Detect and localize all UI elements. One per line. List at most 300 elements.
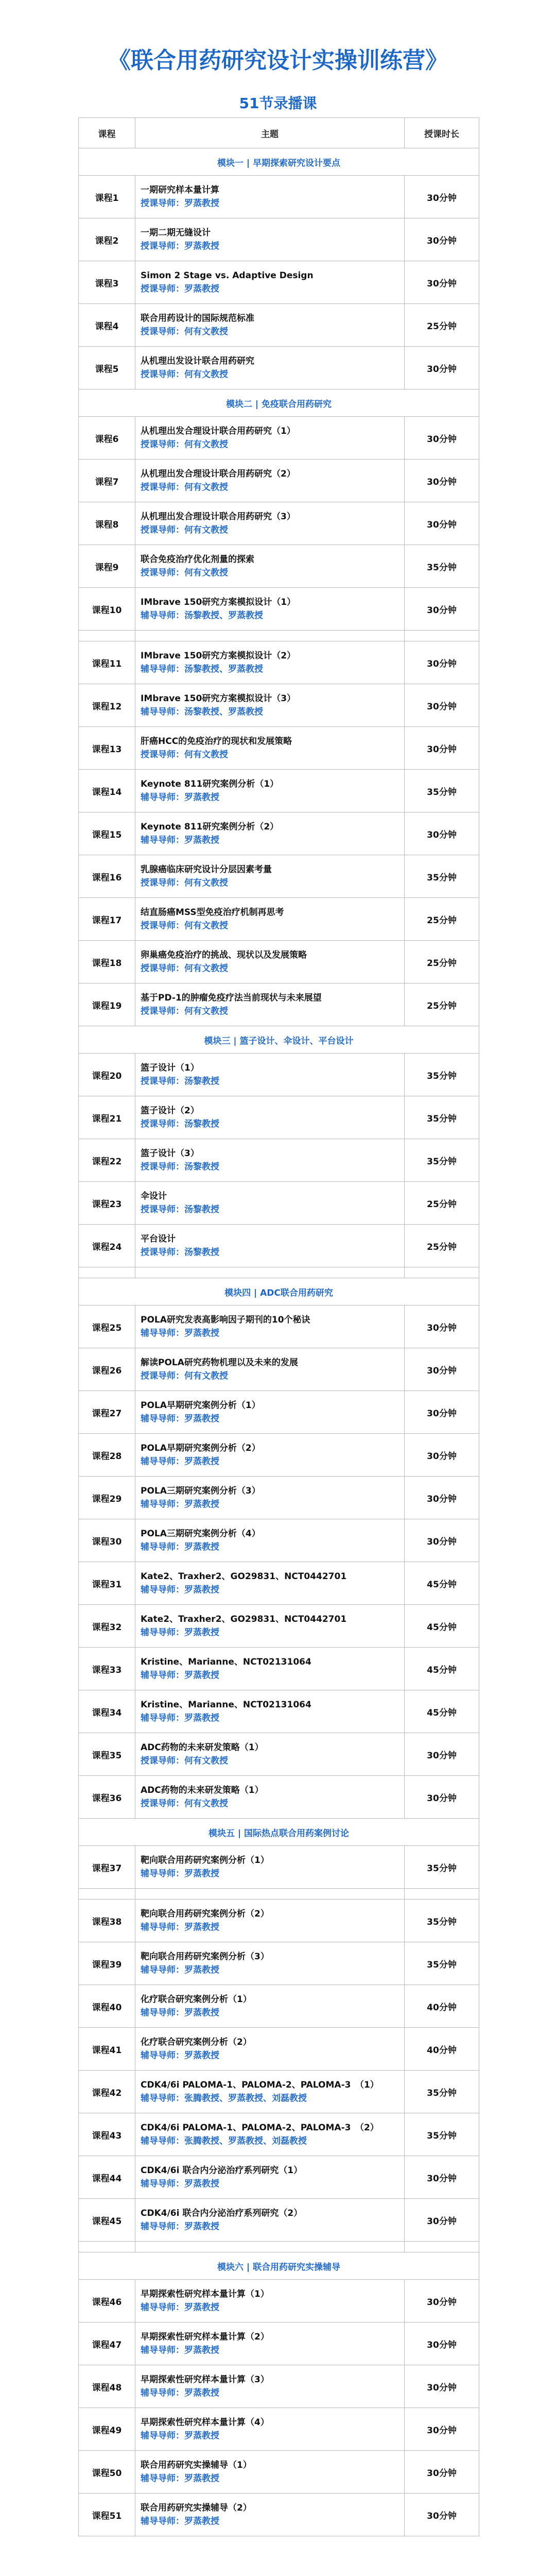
course-topic-cell — [135, 1306, 405, 1348]
course-duration: 30分钟 — [405, 1391, 479, 1434]
course-topic: 早期探索性研究样本量计算（4） — [141, 2417, 269, 2428]
course-teacher: 授课导师：汤黎教授 — [141, 1119, 219, 1129]
course-teacher: 授课导师：何有文教授 — [141, 1799, 228, 1809]
course-teacher: 辅导导师：罗蒸教授 — [141, 1542, 219, 1552]
course-topic: Keynote 811研究案例分析（1） — [141, 779, 279, 789]
course-duration: 25分钟 — [405, 898, 479, 941]
table-spacer — [79, 1889, 479, 1900]
course-duration: 30分钟 — [405, 460, 479, 502]
course-topic: 肝癌HCC的免疫治疗的现状和发展策略 — [141, 736, 292, 747]
course-duration: 30分钟 — [405, 2199, 479, 2242]
course-duration: 30分钟 — [405, 2365, 479, 2408]
course-topic-cell — [135, 1096, 405, 1139]
course-teacher: 授课导师：何有文教授 — [141, 963, 228, 974]
course-number: 课程37 — [79, 1846, 135, 1889]
table-row — [79, 218, 479, 261]
course-topic-cell — [135, 2408, 405, 2451]
course-topic: CDK4/6i 联合内分泌治疗系列研究（1） — [141, 2165, 303, 2176]
course-topic: 一期二期无缝设计 — [141, 228, 211, 238]
table-row — [79, 417, 479, 460]
module-header-row — [79, 389, 479, 417]
table-row — [79, 1054, 479, 1096]
table-row — [79, 502, 479, 545]
module-title: 模块四 | ADC联合用药研究 — [79, 1278, 479, 1306]
course-topic-cell — [135, 727, 405, 770]
course-number: 课程18 — [79, 941, 135, 984]
course-teacher: 辅导导师：罗蒸教授 — [141, 1328, 219, 1338]
course-teacher: 授课导师：汤黎教授 — [141, 1162, 219, 1172]
course-number: 课程22 — [79, 1139, 135, 1182]
course-teacher: 授课导师：汤黎教授 — [141, 1247, 219, 1258]
course-number: 课程42 — [79, 2071, 135, 2113]
course-topic-cell — [135, 2451, 405, 2494]
course-teacher: 辅导导师：罗蒸教授 — [141, 1456, 219, 1467]
course-teacher: 辅导导师：罗蒸教授 — [141, 2345, 219, 2355]
module-title: 模块二 | 免疫联合用药研究 — [79, 389, 479, 417]
table-row — [79, 1225, 479, 1267]
course-topic: ADC药物的未来研发策略（1） — [141, 1785, 264, 1795]
course-teacher: 辅导导师：罗蒸教授 — [141, 1922, 219, 1933]
course-number: 课程8 — [79, 502, 135, 545]
course-teacher: 授课导师：罗蒸教授 — [141, 241, 219, 251]
module-header-row — [79, 2252, 479, 2280]
course-duration: 30分钟 — [405, 502, 479, 545]
course-duration: 30分钟 — [405, 347, 479, 389]
course-duration: 30分钟 — [405, 2451, 479, 2494]
course-duration: 30分钟 — [405, 1477, 479, 1519]
course-number: 课程30 — [79, 1519, 135, 1562]
course-number: 课程3 — [79, 261, 135, 304]
table-row — [79, 1562, 479, 1605]
course-number: 课程44 — [79, 2156, 135, 2199]
course-teacher: 辅导导师：罗蒸教授 — [141, 2050, 219, 2061]
course-teacher: 辅导导师：罗蒸教授 — [141, 2179, 219, 2189]
course-teacher: 辅导导师：罗蒸教授 — [141, 1713, 219, 1723]
table-row — [79, 1648, 479, 1690]
table-spacer — [79, 631, 479, 641]
course-teacher: 授课导师：何有文教授 — [141, 1756, 228, 1766]
course-topic: Kate2、Traxher2、GO29831、NCT0442701 — [141, 1571, 347, 1582]
course-duration: 25分钟 — [405, 984, 479, 1026]
course-teacher: 授课导师：何有文教授 — [141, 568, 228, 578]
course-number: 课程5 — [79, 347, 135, 389]
course-topic-cell — [135, 1605, 405, 1648]
course-duration: 30分钟 — [405, 218, 479, 261]
course-topic: 联合用药设计的国际规范标准 — [141, 313, 254, 324]
course-topic: POLA早期研究案例分析（1） — [141, 1400, 260, 1411]
module-title: 模块五 | 国际热点联合用药案例讨论 — [79, 1819, 479, 1846]
course-number: 课程50 — [79, 2451, 135, 2494]
course-duration: 25分钟 — [405, 1225, 479, 1267]
table-row — [79, 2199, 479, 2242]
table-row — [79, 2280, 479, 2323]
course-teacher: 辅导导师：罗蒸教授 — [141, 2516, 219, 2527]
course-number: 课程32 — [79, 1605, 135, 1648]
course-number: 课程17 — [79, 898, 135, 941]
course-teacher: 辅导导师：罗蒸教授 — [141, 2302, 219, 2313]
course-topic-cell — [135, 1846, 405, 1889]
table-row — [79, 641, 479, 684]
course-topic: 靶向联合用药研究案例分析（3） — [141, 1952, 269, 1962]
course-topic-cell — [135, 347, 405, 389]
course-number: 课程11 — [79, 641, 135, 684]
course-teacher: 辅导导师：罗蒸教授 — [141, 1585, 219, 1595]
course-number: 课程1 — [79, 176, 135, 218]
course-duration: 30分钟 — [405, 417, 479, 460]
course-teacher: 辅导导师：罗蒸教授 — [141, 2431, 219, 2441]
course-topic: ADC药物的未来研发策略（1） — [141, 1742, 264, 1753]
course-teacher: 辅导导师：罗蒸教授 — [141, 1670, 219, 1681]
course-teacher: 授课导师：何有文教授 — [141, 921, 228, 931]
table-row — [79, 1182, 479, 1225]
course-teacher: 辅导导师：张腾教授、罗蒸教授、刘磊教授 — [141, 2093, 307, 2104]
course-teacher: 授课导师：何有文教授 — [141, 1006, 228, 1016]
course-number: 课程31 — [79, 1562, 135, 1605]
course-teacher: 辅导导师：罗蒸教授 — [141, 2388, 219, 2398]
course-teacher: 辅导导师：罗蒸教授 — [141, 835, 219, 845]
course-teacher: 辅导导师：罗蒸教授 — [141, 2473, 219, 2484]
course-duration: 25分钟 — [405, 304, 479, 347]
course-duration: 30分钟 — [405, 2156, 479, 2199]
course-topic-cell — [135, 460, 405, 502]
course-teacher: 辅导导师：罗蒸教授 — [141, 1628, 219, 1638]
table-row — [79, 1846, 479, 1889]
course-teacher: 辅导导师：罗蒸教授 — [141, 1869, 219, 1879]
course-topic: 早期探索性研究样本量计算（2） — [141, 2332, 269, 2342]
course-topic-cell — [135, 588, 405, 631]
course-topic: POLA三期研究案例分析（4） — [141, 1529, 260, 1539]
table-row — [79, 1096, 479, 1139]
course-teacher: 辅导导师：汤黎教授、罗蒸教授 — [141, 664, 263, 674]
course-duration: 30分钟 — [405, 176, 479, 218]
table-row — [79, 2451, 479, 2494]
course-topic: IMbrave 150研究方案模拟设计（1） — [141, 597, 296, 607]
course-duration: 30分钟 — [405, 812, 479, 855]
course-teacher: 辅导导师：罗蒸教授 — [141, 1965, 219, 1975]
course-topic: IMbrave 150研究方案模拟设计（3） — [141, 693, 296, 704]
module-header-row — [79, 1819, 479, 1846]
course-number: 课程43 — [79, 2113, 135, 2156]
page-title: 《联合用药研究设计实操训练营》 — [108, 47, 448, 74]
course-duration: 35分钟 — [405, 1054, 479, 1096]
course-duration: 30分钟 — [405, 641, 479, 684]
course-teacher: 授课导师：何有文教授 — [141, 1371, 228, 1381]
course-number: 课程7 — [79, 460, 135, 502]
course-topic-cell — [135, 176, 405, 218]
table-row — [79, 2323, 479, 2365]
table-row — [79, 1139, 479, 1182]
course-topic: 化疗联合研究案例分析（1） — [141, 1994, 252, 2005]
table-spacer — [79, 2242, 479, 2252]
table-row — [79, 2071, 479, 2113]
table-row — [79, 460, 479, 502]
module-title: 模块三 | 篮子设计、伞设计、平台设计 — [79, 1026, 479, 1054]
course-duration: 35分钟 — [405, 545, 479, 588]
table-row — [79, 304, 479, 347]
header-duration: 授课时长 — [405, 118, 479, 148]
table-row — [79, 1348, 479, 1391]
course-topic-cell — [135, 304, 405, 347]
course-duration: 40分钟 — [405, 2028, 479, 2071]
course-topic: 卵巢癌免疫治疗的挑战、现状以及发展策略 — [141, 950, 307, 960]
course-topic: 篮子设计（1） — [141, 1063, 199, 1073]
table-row — [79, 812, 479, 855]
course-topic-cell — [135, 2028, 405, 2071]
table-row — [79, 545, 479, 588]
course-topic: 一期研究样本量计算 — [141, 185, 219, 195]
table-row — [79, 1306, 479, 1348]
course-duration: 35分钟 — [405, 1846, 479, 1889]
table-row — [79, 1391, 479, 1434]
table-row — [79, 898, 479, 941]
course-topic-cell — [135, 855, 405, 898]
course-duration: 30分钟 — [405, 2494, 479, 2536]
course-duration: 25分钟 — [405, 941, 479, 984]
course-duration: 45分钟 — [405, 1562, 479, 1605]
course-topic: 基于PD-1的肿瘤免疫疗法当前现状与未来展望 — [141, 993, 322, 1003]
table-body — [79, 148, 479, 2536]
course-teacher: 辅导导师：罗蒸教授 — [141, 792, 219, 803]
header-course: 课程 — [79, 118, 135, 148]
course-topic-cell — [135, 770, 405, 812]
course-duration: 40分钟 — [405, 1985, 479, 2028]
course-topic-cell — [135, 2494, 405, 2536]
table-row — [79, 1477, 479, 1519]
course-teacher: 辅导导师：罗蒸教授 — [141, 2222, 219, 2232]
table-row — [79, 684, 479, 727]
course-teacher: 辅导导师：罗蒸教授 — [141, 2008, 219, 2018]
course-number: 课程27 — [79, 1391, 135, 1434]
course-topic-cell — [135, 2199, 405, 2242]
course-number: 课程36 — [79, 1776, 135, 1819]
course-teacher: 辅导导师：汤黎教授、罗蒸教授 — [141, 707, 263, 717]
course-topic-cell — [135, 1562, 405, 1605]
course-topic-cell — [135, 941, 405, 984]
course-duration: 45分钟 — [405, 1690, 479, 1733]
course-topic: Simon 2 Stage vs. Adaptive Design — [141, 270, 314, 281]
course-duration: 45分钟 — [405, 1605, 479, 1648]
course-teacher: 授课导师：罗蒸教授 — [141, 284, 219, 294]
course-number: 课程19 — [79, 984, 135, 1026]
course-duration: 30分钟 — [405, 1306, 479, 1348]
course-topic: 化疗联合研究案例分析（2） — [141, 2037, 252, 2047]
course-topic: 联合用药研究实操辅导（1） — [141, 2460, 252, 2470]
course-topic-cell — [135, 812, 405, 855]
table-row — [79, 2113, 479, 2156]
table-row — [79, 1733, 479, 1776]
table-row — [79, 1690, 479, 1733]
course-topic: 从机理出发合理设计联合用药研究（3） — [141, 512, 296, 522]
course-topic: 从机理出发设计联合用药研究 — [141, 356, 254, 366]
course-number: 课程12 — [79, 684, 135, 727]
course-teacher: 辅导导师：罗蒸教授 — [141, 1499, 219, 1510]
course-duration: 35分钟 — [405, 2071, 479, 2113]
table-row — [79, 855, 479, 898]
table-row — [79, 347, 479, 389]
course-topic: Kate2、Traxher2、GO29831、NCT0442701 — [141, 1614, 347, 1624]
course-topic: 早期探索性研究样本量计算（1） — [141, 2289, 269, 2299]
course-topic: 解读POLA研究药物机理以及未来的发展 — [141, 1358, 298, 1368]
course-number: 课程15 — [79, 812, 135, 855]
course-number: 课程40 — [79, 1985, 135, 2028]
course-duration: 30分钟 — [405, 684, 479, 727]
course-topic-cell — [135, 1900, 405, 1942]
module-header-row — [79, 1026, 479, 1054]
course-number: 课程23 — [79, 1182, 135, 1225]
course-duration: 45分钟 — [405, 1648, 479, 1690]
course-teacher: 授课导师：何有文教授 — [141, 327, 228, 337]
course-teacher: 授课导师：何有文教授 — [141, 439, 228, 450]
course-topic-cell — [135, 502, 405, 545]
course-topic: CDK4/6i PALOMA-1、PALOMA-2、PALOMA-3 （1） — [141, 2080, 379, 2090]
course-number: 课程33 — [79, 1648, 135, 1690]
course-number: 课程35 — [79, 1733, 135, 1776]
table-row — [79, 1900, 479, 1942]
course-duration: 30分钟 — [405, 261, 479, 304]
course-number: 课程9 — [79, 545, 135, 588]
header-topic: 主题 — [135, 118, 405, 148]
course-number: 课程48 — [79, 2365, 135, 2408]
course-number: 课程24 — [79, 1225, 135, 1267]
course-topic-cell — [135, 1348, 405, 1391]
course-topic: 乳腺癌临床研究设计分层因素考量 — [141, 865, 272, 875]
course-topic-cell — [135, 2365, 405, 2408]
course-number: 课程29 — [79, 1477, 135, 1519]
course-topic-cell — [135, 984, 405, 1026]
course-teacher: 授课导师：汤黎教授 — [141, 1205, 219, 1215]
table-row — [79, 261, 479, 304]
course-topic-cell — [135, 1519, 405, 1562]
module-title: 模块一 | 早期探索研究设计要点 — [79, 148, 479, 176]
table-row — [79, 1942, 479, 1985]
course-topic: 从机理出发合理设计联合用药研究（2） — [141, 469, 296, 479]
course-topic: 结直肠癌MSS型免疫治疗机制再思考 — [141, 907, 284, 918]
table-row — [79, 1985, 479, 2028]
course-duration: 30分钟 — [405, 1348, 479, 1391]
course-number: 课程21 — [79, 1096, 135, 1139]
course-topic: POLA研究发表高影响因子期刊的10个秘诀 — [141, 1315, 310, 1325]
table-header-row — [79, 118, 479, 148]
course-topic-cell — [135, 2113, 405, 2156]
course-topic-cell — [135, 417, 405, 460]
course-topic-cell — [135, 1139, 405, 1182]
course-topic-cell — [135, 1182, 405, 1225]
course-duration: 35分钟 — [405, 770, 479, 812]
course-topic: 联合用药研究实操辅导（2） — [141, 2503, 252, 2513]
course-number: 课程39 — [79, 1942, 135, 1985]
course-number: 课程47 — [79, 2323, 135, 2365]
course-duration: 35分钟 — [405, 1900, 479, 1942]
course-number: 课程49 — [79, 2408, 135, 2451]
course-topic: 篮子设计（3） — [141, 1148, 199, 1159]
course-topic-cell — [135, 1942, 405, 1985]
course-topic-cell — [135, 2071, 405, 2113]
course-topic-cell — [135, 1985, 405, 2028]
table-row — [79, 941, 479, 984]
course-teacher: 辅导导师：罗蒸教授 — [141, 1414, 219, 1424]
module-header-row — [79, 148, 479, 176]
table-spacer — [79, 1267, 479, 1278]
table-row — [79, 2494, 479, 2536]
course-topic: Kristine、Marianne、NCT02131064 — [141, 1700, 311, 1710]
table-row — [79, 1605, 479, 1648]
course-topic: 篮子设计（2） — [141, 1106, 199, 1116]
course-number: 课程41 — [79, 2028, 135, 2071]
course-duration: 30分钟 — [405, 2408, 479, 2451]
course-duration: 30分钟 — [405, 727, 479, 770]
table-row — [79, 1434, 479, 1477]
table-row — [79, 2365, 479, 2408]
course-topic-cell — [135, 2156, 405, 2199]
table-row — [79, 770, 479, 812]
course-topic: IMbrave 150研究方案模拟设计（2） — [141, 651, 296, 661]
course-number: 课程25 — [79, 1306, 135, 1348]
course-topic: CDK4/6i PALOMA-1、PALOMA-2、PALOMA-3 （2） — [141, 2123, 379, 2133]
course-topic-cell — [135, 218, 405, 261]
course-number: 课程2 — [79, 218, 135, 261]
course-duration: 35分钟 — [405, 855, 479, 898]
course-duration: 35分钟 — [405, 2113, 479, 2156]
course-duration: 30分钟 — [405, 588, 479, 631]
course-topic: 从机理出发合理设计联合用药研究（1） — [141, 426, 296, 436]
course-topic-cell — [135, 898, 405, 941]
course-topic-cell — [135, 1648, 405, 1690]
course-number: 课程4 — [79, 304, 135, 347]
table-row — [79, 1776, 479, 1819]
course-topic-cell — [135, 2280, 405, 2323]
course-number: 课程6 — [79, 417, 135, 460]
course-topic-cell — [135, 1054, 405, 1096]
table-row — [79, 727, 479, 770]
course-duration: 35分钟 — [405, 1942, 479, 1985]
course-topic: 伞设计 — [141, 1191, 167, 1201]
course-topic: CDK4/6i 联合内分泌治疗系列研究（2） — [141, 2208, 303, 2218]
course-topic: 联合免疫治疗优化剂量的探索 — [141, 554, 254, 565]
course-teacher: 辅导导师：汤黎教授、罗蒸教授 — [141, 611, 263, 621]
module-header-row — [79, 1278, 479, 1306]
course-number: 课程14 — [79, 770, 135, 812]
page-subtitle: 51节录播课 — [239, 95, 317, 112]
course-topic: 早期探索性研究样本量计算（3） — [141, 2375, 269, 2385]
course-topic-cell — [135, 1776, 405, 1819]
course-topic: 平台设计 — [141, 1234, 176, 1244]
course-teacher: 授课导师：汤黎教授 — [141, 1076, 219, 1087]
course-topic-cell — [135, 545, 405, 588]
course-duration: 30分钟 — [405, 1733, 479, 1776]
course-duration: 30分钟 — [405, 1776, 479, 1819]
course-number: 课程20 — [79, 1054, 135, 1096]
course-topic: POLA早期研究案例分析（2） — [141, 1443, 260, 1453]
course-number: 课程45 — [79, 2199, 135, 2242]
course-teacher: 授课导师：何有文教授 — [141, 525, 228, 535]
course-duration: 30分钟 — [405, 1434, 479, 1477]
course-teacher: 授课导师：罗蒸教授 — [141, 198, 219, 209]
course-duration: 30分钟 — [405, 2280, 479, 2323]
course-topic-cell — [135, 1477, 405, 1519]
course-topic: Kristine、Marianne、NCT02131064 — [141, 1657, 311, 1667]
course-topic: POLA三期研究案例分析（3） — [141, 1486, 260, 1496]
course-duration: 25分钟 — [405, 1182, 479, 1225]
course-number: 课程51 — [79, 2494, 135, 2536]
course-number: 课程28 — [79, 1434, 135, 1477]
course-topic-cell — [135, 641, 405, 684]
course-topic-cell — [135, 261, 405, 304]
course-teacher: 授课导师：何有文教授 — [141, 482, 228, 493]
course-topic-cell — [135, 1225, 405, 1267]
course-number: 课程38 — [79, 1900, 135, 1942]
course-number: 课程46 — [79, 2280, 135, 2323]
course-topic: Keynote 811研究案例分析（2） — [141, 822, 279, 832]
